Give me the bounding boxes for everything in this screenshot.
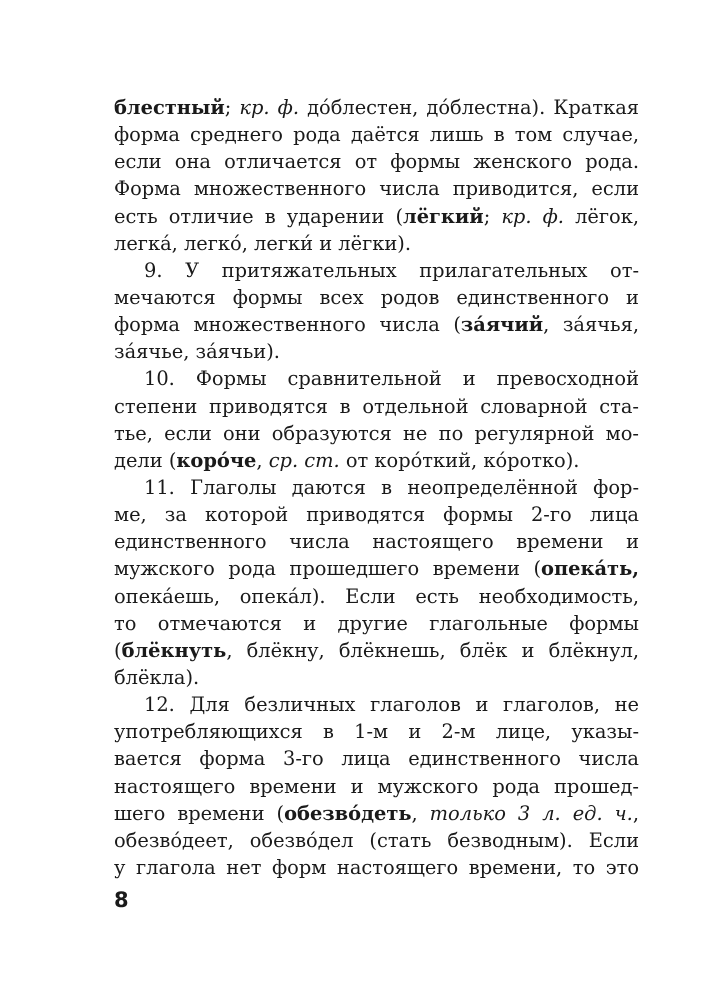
text-line (114, 800, 639, 827)
text-line (114, 718, 639, 745)
text-line (114, 94, 639, 121)
text-run: употребляющихся в 1-м и 2-м лице, указы- (114, 720, 639, 744)
grammar-note: кр. ф. (501, 204, 564, 228)
text-run: то отмечаются и другие глагольные формы (114, 611, 639, 635)
text-run: 9. У притяжательных прилагательных от- (144, 258, 639, 282)
text-run: ; (224, 96, 240, 119)
text-run: лёгок, (563, 204, 639, 228)
text-run: мечаются формы всех родов единственного и (114, 285, 639, 309)
text-run: форма среднего рода даётся лишь в том случае, (114, 123, 639, 147)
text-run: ; (483, 204, 502, 228)
text-line (114, 447, 639, 474)
text-line (114, 745, 639, 772)
text-run: ме, за которой приводятся формы 2-го лица (114, 503, 639, 527)
text-line (114, 311, 639, 338)
text-line (114, 827, 639, 854)
text-run: , (632, 801, 640, 825)
text-line (114, 420, 639, 447)
headword: блёкнуть (121, 638, 227, 662)
text-line (114, 583, 639, 610)
text-run: ( (114, 638, 122, 662)
text-run: легка́, легко́, легки́ и лёгки). (114, 231, 412, 255)
grammar-note: ср. ст. (268, 448, 340, 472)
text-run: вается форма 3-го лица единственного числа (114, 747, 639, 771)
text-run: 12. Для безличных глаголов и глаголов, не (144, 693, 639, 717)
document-body (114, 94, 639, 881)
text-line (114, 610, 639, 637)
text-run: , блёкну, блёкнешь, блёк и блёкнул, (226, 638, 639, 662)
text-line (114, 691, 639, 718)
text-run: форма множественного числа ( (114, 313, 461, 337)
text-run: за́ячье, за́ячьи). (114, 340, 280, 364)
text-run: тье, если они образуются не по регулярной мо- (114, 421, 639, 445)
text-line (114, 393, 639, 420)
text-run: если она отличается от формы женского рода. (114, 150, 639, 174)
text-line (114, 203, 639, 230)
headword: блестный (114, 96, 225, 119)
text-run: , (411, 801, 430, 825)
text-run: единственного числа настоящего времени и (114, 530, 639, 554)
text-line (114, 474, 639, 501)
text-run: 10. Формы сравнительной и превосходной (144, 367, 639, 391)
text-line (114, 230, 639, 257)
headword: обезво́деть (284, 801, 412, 825)
page-number: 8 (114, 888, 129, 912)
text-line (114, 773, 639, 800)
text-line (114, 338, 639, 365)
text-run: есть отличие в ударении ( (114, 204, 404, 228)
text-line (114, 175, 639, 202)
text-run: Форма множественного числа приводится, если (114, 177, 639, 201)
text-run: до́блестен, до́блестна). Краткая (299, 96, 639, 119)
headword: за́ячий (460, 313, 544, 337)
text-run: настоящего времени и мужского рода прошед- (114, 774, 639, 798)
text-line (114, 284, 639, 311)
text-line (114, 501, 639, 528)
text-run: обезво́деет, обезво́дел (стать безводным). Если (114, 828, 639, 852)
text-run: , за́ячья, (543, 313, 639, 337)
text-run: блёкла). (114, 665, 200, 689)
grammar-note: только 3 л. ед. ч. (429, 801, 633, 825)
text-line (114, 148, 639, 175)
text-run: опека́ешь, опека́л). Если есть необходимость, (114, 584, 639, 608)
text-line (114, 637, 639, 664)
text-line (114, 257, 639, 284)
text-line (114, 121, 639, 148)
text-run: у глагола нет форм настоящего времени, то это (114, 855, 639, 879)
headword: коро́че (176, 448, 257, 472)
text-line (114, 664, 639, 691)
headword: лёгкий (403, 204, 484, 228)
text-line (114, 365, 639, 392)
text-line (114, 854, 639, 881)
text-run: , (256, 448, 269, 472)
text-run: от коро́ткий, ко́ротко). (339, 448, 580, 472)
text-run: шего времени ( (114, 801, 285, 825)
text-run: 11. Глаголы даются в неопределённой фор- (144, 475, 639, 499)
text-run: степени приводятся в отдельной словарной ста- (114, 394, 639, 418)
text-run: дели ( (114, 448, 177, 472)
headword: опека́ть, (541, 557, 639, 581)
text-line (114, 555, 639, 582)
text-run: мужского рода прошедшего времени ( (114, 557, 542, 581)
text-line (114, 528, 639, 555)
grammar-note: кр. ф. (239, 96, 299, 119)
